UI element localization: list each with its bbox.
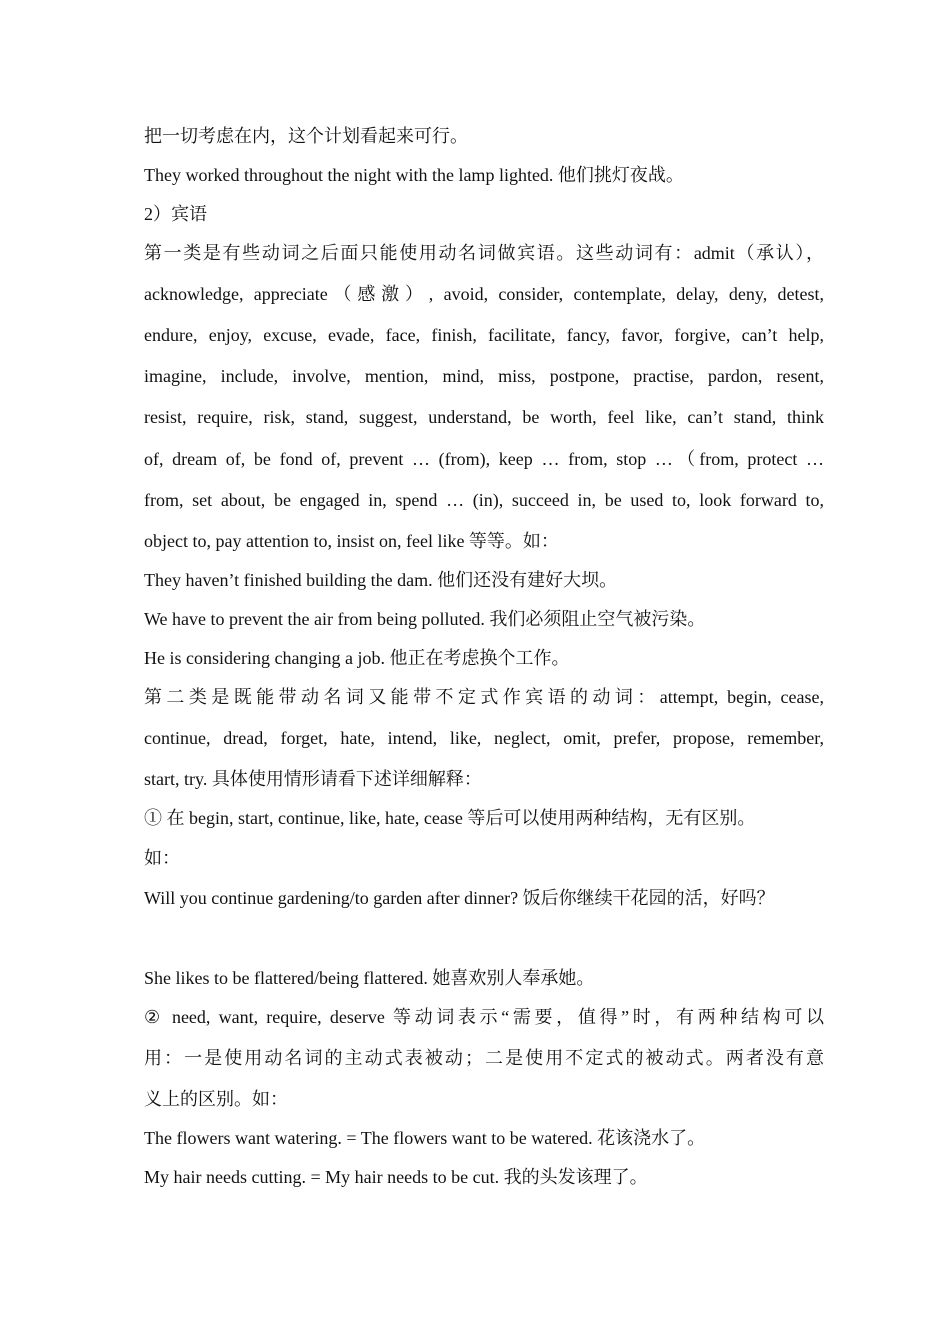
- text-line: They worked throughout the night with the lamp lighted. 他们挑灯夜战。: [144, 165, 684, 185]
- text-line: of, dream of, be fond of, prevent … (from), keep … from, stop …（from, protect …: [144, 449, 824, 469]
- text-line: My hair needs cutting. = My hair needs to be cut. 我的头发该理了。: [144, 1167, 648, 1187]
- text-line: acknowledge, appreciate（感激）, avoid, consider, contemplate, delay, deny, detest,: [144, 284, 824, 304]
- text-line: They haven’t finished building the dam. 他们还没有建好大坝。: [144, 570, 618, 590]
- text-line: object to, pay attention to, insist on, feel like 等等。如：: [144, 531, 559, 551]
- text-line: 如：: [144, 848, 180, 868]
- text-line: 义上的区别。如：: [144, 1089, 288, 1109]
- text-line: 第二类是既能带动名词又能带不定式作宾语的动词：attempt, begin, cease,: [144, 687, 824, 707]
- text-line: resist, require, risk, stand, suggest, understand, be worth, feel like, can’t stand, think: [144, 407, 824, 427]
- text-line: He is considering changing a job. 他正在考虑换个工作。: [144, 648, 570, 668]
- text-line: 把一切考虑在内，这个计划看起来可行。: [144, 126, 468, 146]
- text-line: 用：一是使用动名词的主动式表被动；二是使用不定式的被动式。两者没有意: [144, 1048, 824, 1068]
- text-line: continue, dread, forget, hate, intend, like, neglect, omit, prefer, propose, remember,: [144, 728, 824, 748]
- text-line: ② need, want, require, deserve 等动词表示“需要，值得”时，有两种结构可以: [144, 1007, 824, 1027]
- text-line: imagine, include, involve, mention, mind, miss, postpone, practise, pardon, resent,: [144, 366, 824, 386]
- text-line: endure, enjoy, excuse, evade, face, finish, facilitate, fancy, favor, forgive, can’t help,: [144, 325, 824, 345]
- text-line: start, try. 具体使用情形请看下述详细解释：: [144, 769, 482, 789]
- section-heading: 2）宾语: [144, 204, 207, 224]
- text-line: 第一类是有些动词之后面只能使用动名词做宾语。这些动词有：admit（承认），: [144, 243, 824, 263]
- text-line: ① 在 begin, start, continue, like, hate, cease 等后可以使用两种结构，无有区别。: [144, 808, 756, 828]
- text-line: The flowers want watering. = The flowers want to be watered. 花该浇水了。: [144, 1128, 706, 1148]
- text-line: from, set about, be engaged in, spend … (in), succeed in, be used to, look forward to,: [144, 490, 824, 510]
- text-line: She likes to be flattered/being flattered. 她喜欢别人奉承她。: [144, 968, 595, 988]
- text-line: We have to prevent the air from being polluted. 我们必须阻止空气被污染。: [144, 609, 706, 629]
- text-line: Will you continue gardening/to garden after dinner? 饭后你继续干花园的活，好吗？: [144, 888, 775, 908]
